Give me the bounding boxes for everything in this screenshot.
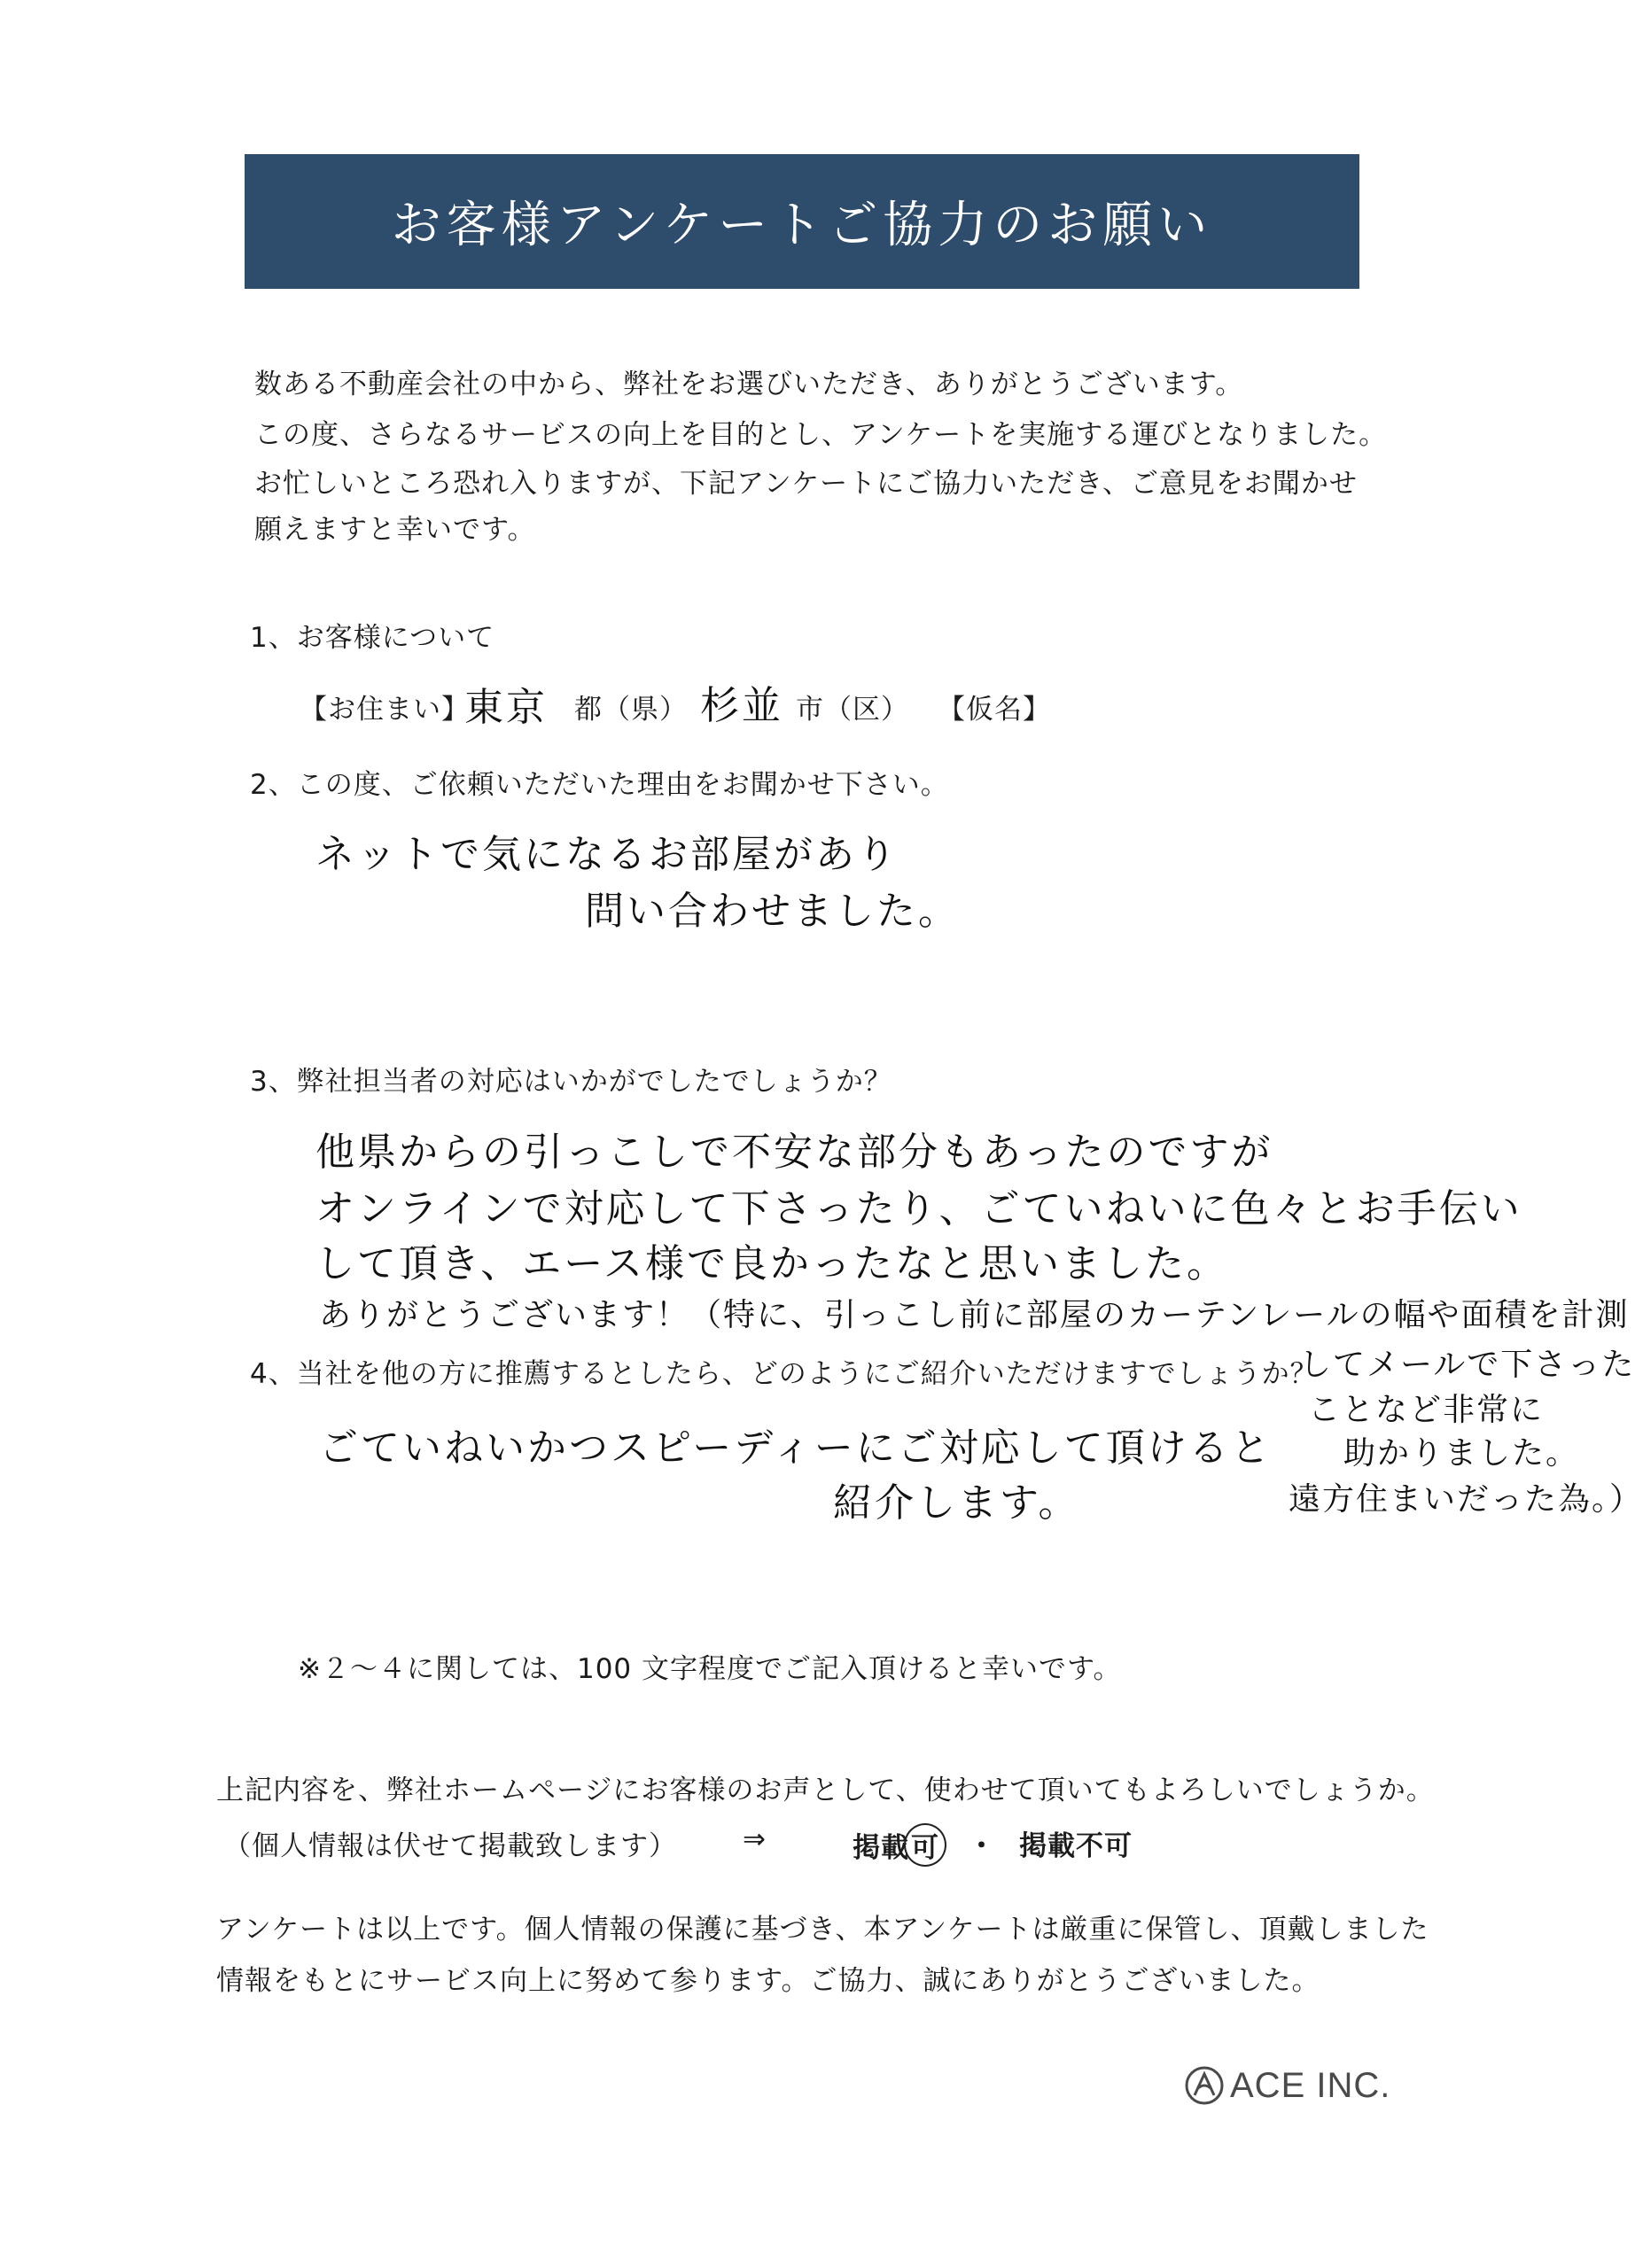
ace-logo-icon <box>1184 2065 1225 2106</box>
city-value: 杉並 <box>700 683 783 728</box>
intro-line-3: お忙しいところ恐れ入りますが、下記アンケートにご協力いただき、ご意見をお聞かせ <box>254 468 1358 500</box>
arrow-icon: ⇒ <box>743 1823 767 1855</box>
q3-heading: 3、弊社担当者の対応はいかがでしたでしょうか？ <box>250 1066 892 1098</box>
city-suffix: 市（区） <box>796 694 909 726</box>
logo-text: ACE INC. <box>1230 2065 1391 2105</box>
permission-question: 上記内容を、弊社ホームページにお客様のお声として、使わせて頂いてもよろしいでしょうか。 <box>216 1775 1435 1806</box>
page-title: お客様アンケートご協力のお願い <box>391 197 1213 254</box>
q3-margin-note-1: してメールで下さった <box>1299 1347 1636 1383</box>
option-allow-circled: 可 <box>904 1823 946 1867</box>
closing-line-2: 情報をもとにサービス向上に努めて参ります。ご協力、誠にありがとうございました。 <box>216 1965 1320 1997</box>
q3-answer-line-4: ありがとうございます！（特に、引っこし前に部屋のカーテンレールの幅や面積を計測 <box>319 1297 1630 1333</box>
prefecture-value: 東京 <box>464 685 548 730</box>
residence-label: 【お住まい】 <box>300 694 470 726</box>
option-allow-prefix: 掲載 <box>853 1832 909 1864</box>
q3-margin-note-2: ことなど非常に <box>1308 1392 1545 1428</box>
prefecture-suffix: 都（県） <box>574 694 688 726</box>
q1-heading: 1、お客様について <box>250 622 495 654</box>
q2-answer-line-1: ネットで気になるお部屋があり <box>315 832 899 877</box>
q3-answer-line-2: オンラインで対応して下さったり、ごていねいに色々とお手伝い <box>315 1186 1522 1231</box>
q4-answer-line-2: 紹介します。 <box>833 1480 1080 1526</box>
ace-logo <box>1184 2057 1390 2114</box>
title-banner <box>245 154 1359 289</box>
q3-answer-line-1: 他県からの引っこしで不安な部分もあったのですが <box>315 1130 1273 1175</box>
permission-subnote: （個人情報は伏せて掲載致します） <box>223 1830 677 1862</box>
q3-answer-line-3: して頂き、エース様で良かったなと思いました。 <box>315 1241 1229 1286</box>
intro-line-2: この度、さらなるサービスの向上を目的とし、アンケートを実施する運びとなりました。 <box>254 419 1388 451</box>
q3-margin-note-3: 助かりました。 <box>1343 1435 1580 1472</box>
q2-heading: 2、この度、ご依頼いただいた理由をお聞かせ下さい。 <box>250 769 949 801</box>
q4-heading: 4、当社を他の方に推薦するとしたら、どのようにご紹介いただけますでしょうか？ <box>250 1358 1319 1390</box>
q3-margin-note-4: 遠方住まいだった為。） <box>1289 1481 1643 1518</box>
kana-label: 【仮名】 <box>938 694 1051 726</box>
option-deny[interactable]: 掲載不可 <box>1019 1830 1133 1862</box>
intro-line-1: 数ある不動産会社の中から、弊社をお選びいただき、ありがとうございます。 <box>254 369 1244 400</box>
option-separator: ・ <box>968 1830 996 1862</box>
closing-line-1: アンケートは以上です。個人情報の保護に基づき、本アンケートは厳重に保管し、頂戴しました <box>216 1914 1429 1946</box>
q2-answer-line-2: 問い合わせました。 <box>585 889 960 934</box>
q4-answer-line-1: ごていねいかつスピーディーにご対応して頂けると <box>319 1425 1273 1471</box>
word-count-note: ※２～４に関しては、100 文字程度でご記入頂けると幸いです。 <box>298 1653 1122 1685</box>
option-allow[interactable] <box>853 1823 941 1867</box>
intro-line-4: 願えますと幸いです。 <box>254 514 536 546</box>
